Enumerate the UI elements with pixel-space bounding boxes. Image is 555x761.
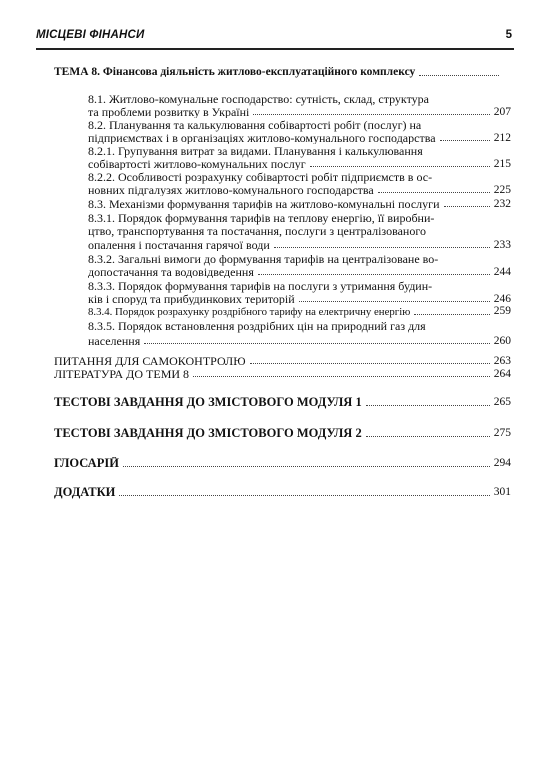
toc-leader <box>419 75 499 76</box>
toc-page: 215 <box>493 158 511 170</box>
toc-leader <box>310 166 490 167</box>
toc-leader <box>144 343 490 344</box>
toc-glossary[interactable] <box>54 457 511 470</box>
toc-literature[interactable] <box>54 368 511 380</box>
toc-item-text: допостачання та водовідведення <box>88 266 254 278</box>
toc-theme-title: ТЕМА 8. Фінансова діяльність житлово-експлуатаційного комплексу <box>54 67 416 78</box>
toc-leader <box>366 436 490 437</box>
toc-item-text: населення <box>88 335 141 347</box>
toc-theme-heading[interactable] <box>54 67 503 79</box>
toc-page: 260 <box>493 335 511 347</box>
toc-item-8-2-1-line1: 8.2.1. Групування витрат за видами. Планування і калькулювання <box>88 144 423 158</box>
toc-page: 212 <box>493 132 511 144</box>
toc-item-text: опалення і постачання гарячої води <box>88 239 270 251</box>
toc-item-text: підприємствах і в організаціях житлово-комунального господарства <box>88 132 436 144</box>
toc-leader <box>440 140 490 141</box>
toc-page: 263 <box>493 355 511 367</box>
toc-page: 275 <box>493 427 511 439</box>
toc-leader <box>250 363 490 364</box>
toc-item-8-3-1[interactable] <box>88 239 511 251</box>
toc-item-text: 8.3. Механізми формування тарифів на житлово-комунальні послуги <box>88 198 440 210</box>
toc-leader <box>119 495 489 496</box>
toc-leader <box>123 466 490 467</box>
toc-page: 225 <box>493 184 511 196</box>
toc-leader <box>444 206 490 207</box>
toc-leader <box>193 376 490 377</box>
toc-leader <box>258 274 490 275</box>
toc-item-8-2-line1: 8.2. Планування та калькулювання собівартості робіт (послуг) на <box>88 118 422 132</box>
toc-item-text: ЛІТЕРАТУРА ДО ТЕМИ 8 <box>54 368 190 380</box>
toc-item-8-3-1-line1: 8.3.1. Порядок формування тарифів на теплову енергію, її виробни- <box>88 211 435 225</box>
toc-item-8-1[interactable] <box>88 106 511 118</box>
toc-page: 232 <box>493 198 511 210</box>
toc-tests-module-1[interactable] <box>54 396 511 409</box>
toc-appendix[interactable] <box>54 486 511 499</box>
running-header <box>36 28 514 50</box>
toc-item-text: ПИТАННЯ ДЛЯ САМОКОНТРОЛЮ <box>54 355 246 367</box>
page-number: 5 <box>505 29 512 41</box>
toc-page: 207 <box>493 106 511 118</box>
toc-item-8-3-5-line1: 8.3.5. Порядок встановлення роздрібних цін на природний газ для <box>88 319 426 333</box>
toc-item-8-3-1-line2: цтво, транспортування та постачання, послуги з централізованого <box>88 224 426 238</box>
toc-item-8-3[interactable] <box>88 198 511 210</box>
toc-item-text: собівартості житлово-комунальних послуг <box>88 158 306 170</box>
toc-leader <box>414 314 489 315</box>
toc-leader <box>378 192 490 193</box>
toc-page: 294 <box>493 457 511 469</box>
running-header-title: МІСЦЕВІ ФІНАНСИ <box>36 29 145 41</box>
toc-item-text: 8.3.4. Порядок розрахунку роздрібного тарифу на електричну енергію <box>88 306 411 318</box>
toc-page: 246 <box>493 293 511 305</box>
toc-item-8-2-1[interactable] <box>88 158 511 170</box>
toc-tests-module-2[interactable] <box>54 427 511 440</box>
toc-page: 233 <box>493 239 511 251</box>
toc-page: 301 <box>493 486 511 498</box>
toc-item-8-3-3-line1: 8.3.3. Порядок формування тарифів на послуги з утримання будин- <box>88 279 433 293</box>
toc-item-text: ків і споруд та прибудинкових територій <box>88 293 295 305</box>
toc-leader <box>299 301 490 302</box>
toc-self-control[interactable] <box>54 355 511 367</box>
toc-item-text: ДОДАТКИ <box>54 486 116 499</box>
toc-item-8-3-4[interactable] <box>88 306 511 318</box>
toc-item-8-3-5[interactable] <box>88 335 511 347</box>
toc-page: 259 <box>493 306 511 317</box>
toc-item-text: ТЕСТОВІ ЗАВДАННЯ ДО ЗМІСТОВОГО МОДУЛЯ 2 <box>54 427 362 440</box>
toc-item-8-2[interactable] <box>88 132 511 144</box>
toc-leader <box>366 405 490 406</box>
toc-leader <box>253 114 489 115</box>
toc-item-8-3-2[interactable] <box>88 266 511 278</box>
toc-page: 265 <box>493 396 511 408</box>
toc-item-8-3-2-line1: 8.3.2. Загальні вимоги до формування тарифів на централізоване во- <box>88 252 439 266</box>
toc-page: 264 <box>493 368 511 380</box>
toc-item-text: новних підгалузях житлово-комунального господарства <box>88 184 374 196</box>
toc-item-text: ГЛОСАРІЙ <box>54 457 119 470</box>
toc-page: 244 <box>493 266 511 278</box>
toc-item-8-2-2[interactable] <box>88 184 511 196</box>
toc-item-text: та проблеми розвитку в Україні <box>88 106 250 118</box>
toc-item-8-1-line1: 8.1. Житлово-комунальне господарство: сутність, склад, структура <box>88 92 430 106</box>
toc-leader <box>274 247 490 248</box>
toc-item-8-3-3[interactable] <box>88 293 511 305</box>
toc-item-8-2-2-line1: 8.2.2. Особливості розрахунку собівартості робіт підприємств в ос- <box>88 170 433 184</box>
toc-item-text: ТЕСТОВІ ЗАВДАННЯ ДО ЗМІСТОВОГО МОДУЛЯ 1 <box>54 396 362 409</box>
